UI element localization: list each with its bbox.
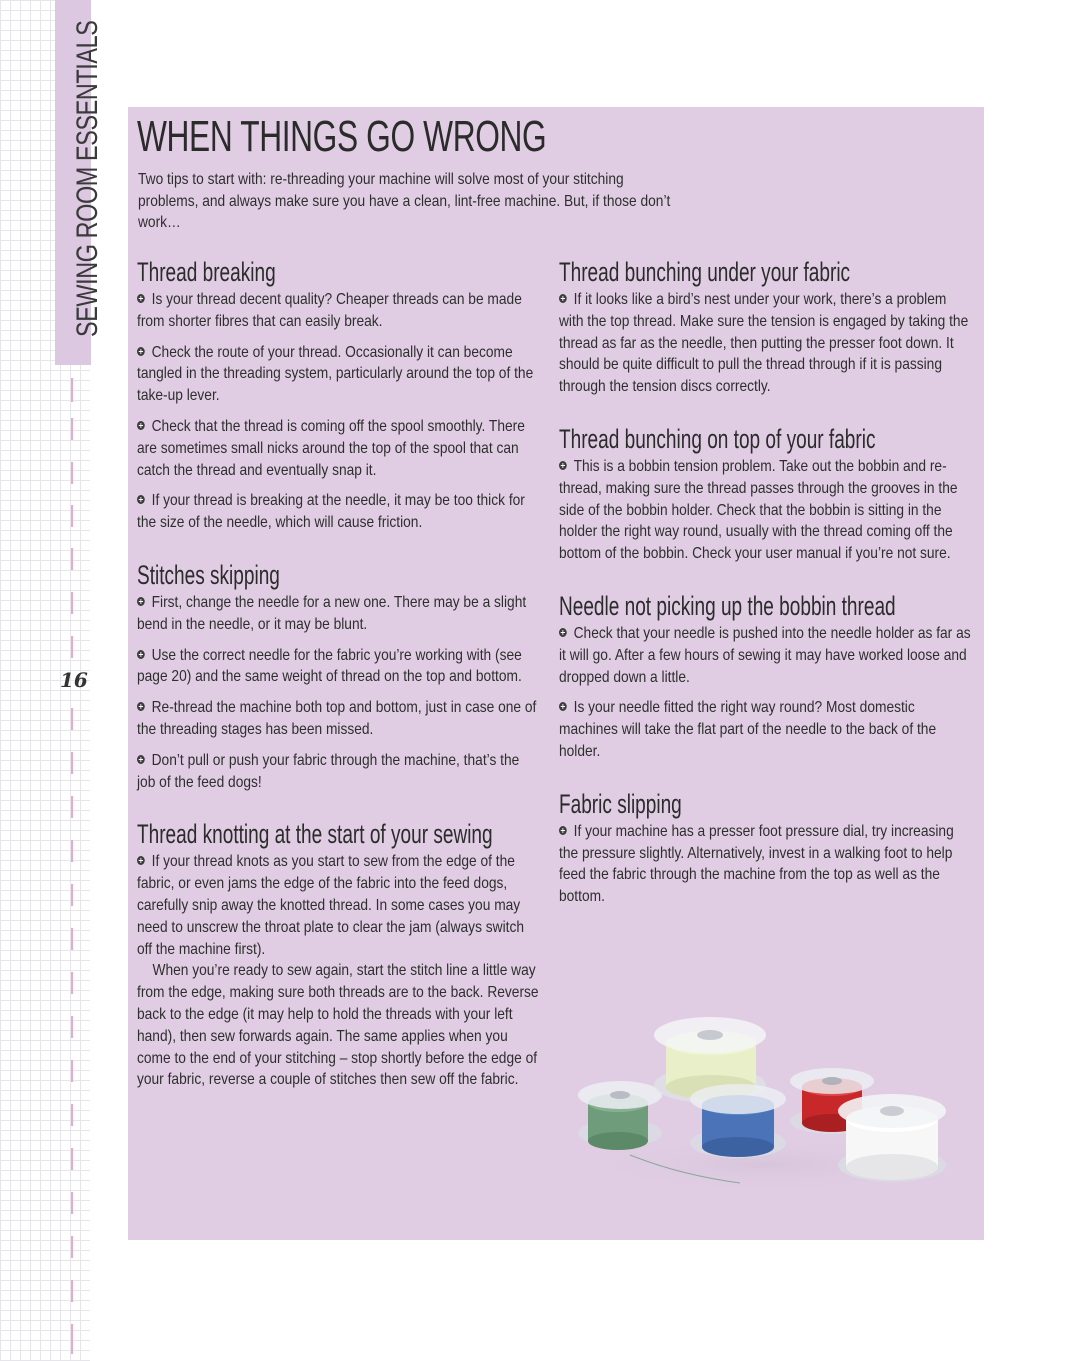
section-heading: Thread knotting at the start of your sewing	[137, 819, 493, 850]
plus-bullet-icon	[137, 347, 145, 356]
section-needle-bobbin	[559, 589, 972, 763]
plus-bullet-icon	[137, 702, 145, 711]
page-number: 16	[60, 668, 88, 692]
right-column	[559, 255, 1039, 917]
page-title: WHEN THINGS GO WRONG	[137, 112, 547, 161]
section-heading: Thread bunching under your fabric	[559, 257, 851, 287]
plus-bullet-icon	[137, 755, 145, 764]
margin-tick	[71, 505, 73, 527]
margin-tick	[71, 752, 73, 774]
margin-tick	[71, 1192, 73, 1214]
plus-bullet-icon	[137, 495, 145, 504]
margin-tick	[71, 840, 73, 862]
plus-bullet-icon	[559, 461, 567, 470]
section-heading: Fabric slipping	[559, 788, 682, 819]
tip-paragraph: If it looks like a bird’s nest under your work, there’s a problem with the top thread. Make sure the tension is engaged by taking the thread as far as the needle, then putting the presser foot down. It should be quite difficult to pull the thread through if it is passing through the tension discs correctly.	[559, 291, 969, 396]
tip-paragraph: Don’t pull or push your fabric through the machine, that’s the job of the feed dogs!	[137, 751, 520, 791]
plus-bullet-icon	[559, 826, 567, 835]
white-bobbin	[838, 1094, 946, 1182]
section-stitches-skipping	[137, 558, 541, 793]
margin-tick	[71, 378, 73, 402]
margin-tick	[71, 708, 73, 730]
tip-paragraph: This is a bobbin tension problem. Take out the bobbin and re-thread, making sure the thread passes through the grooves in the side of the bobbin holder. Check that the bobbin is sitting in the holder the right way round, usually with the thread coming off the bottom of the bobbin. Check your user manual if you’re not sure.	[559, 457, 958, 563]
tip-paragraph: Is your thread decent quality? Cheaper threads can be made from shorter fibres that can easily break.	[137, 291, 522, 330]
tip-paragraph: Check the route of your thread. Occasionally it can become tangled in the threading system, particularly around the top of the take-up lever.	[137, 343, 534, 405]
tip-paragraph: If your machine has a presser foot pressure dial, try increasing the pressure slightly. Alternatively, invest in a walking foot to help feed the fabric through the machine from the top as well as the bottom.	[559, 822, 954, 906]
blue-bobbin	[690, 1084, 786, 1158]
margin-tick	[71, 1016, 73, 1038]
plus-bullet-icon	[137, 597, 145, 606]
plus-bullet-icon	[137, 650, 145, 659]
tip-continuation: When you’re ready to sew again, start the stitch line a little way from the edge, making sure both threads are to the back. Reverse back to the edge (it may help to hold the threads with your left hand), then sew forwards again. The same applies when you come to the end of your stitching – stop shortly before the edge of your fabric, reverse a couple of stitches then sew off the fabric.	[137, 962, 539, 1089]
section-bunching-under	[559, 255, 972, 398]
margin-tick	[71, 1280, 73, 1302]
plus-bullet-icon	[137, 421, 145, 430]
margin-tick	[71, 1148, 73, 1170]
tip-paragraph: First, change the needle for a new one. There may be a slight bend in the needle, or it may be blunt.	[137, 593, 527, 633]
margin-tick	[71, 884, 73, 906]
tip-paragraph: If your thread knots as you start to sew from the edge of the fabric, or even jams the edge of the fabric into the feed dogs, carefully snip away the knotted thread. In some cases you may need to unscrew the throat plate to clear the jam (always switch off the machine first).	[137, 853, 524, 958]
section-bunching-top	[559, 422, 972, 565]
tip-paragraph: Check that the thread is coming off the spool smoothly. There are sometimes small nicks around the top of the spool that can catch the thread and eventually snap it.	[137, 417, 525, 479]
tip-paragraph: Re-thread the machine both top and bottom, just in case one of the threading stages has been missed.	[137, 699, 537, 738]
green-bobbin	[578, 1081, 662, 1150]
section-thread-breaking	[137, 255, 541, 534]
section-tab-label: SEWING ROOM ESSENTIALS	[71, 20, 104, 338]
margin-tick	[71, 636, 73, 658]
margin-tick	[71, 1236, 73, 1258]
plus-bullet-icon	[559, 628, 567, 637]
margin-tick	[71, 418, 73, 440]
bobbins-illustration	[570, 1015, 960, 1195]
margin-tick	[71, 462, 73, 484]
margin-tick	[71, 972, 73, 994]
tip-paragraph: Use the correct needle for the fabric you’re working with (see page 20) and the same weight of thread on the top and bottom.	[137, 646, 522, 686]
margin-tick	[71, 548, 73, 570]
section-fabric-slipping	[559, 787, 972, 908]
tip-paragraph: If your thread is breaking at the needle, it may be too thick for the size of the needle, which will cause friction.	[137, 492, 525, 532]
plus-bullet-icon	[137, 294, 145, 303]
section-heading: Needle not picking up the bobbin thread	[559, 590, 896, 621]
section-heading: Stitches skipping	[137, 559, 280, 590]
margin-tick	[71, 928, 73, 950]
intro-text: Two tips to start with: re-threading your machine will solve most of your stitching problems, and always make sure you have a clean, lint-free machine. But, if those don’t work…	[138, 171, 671, 231]
plus-bullet-icon	[137, 856, 145, 865]
left-column	[137, 255, 607, 1100]
margin-tick	[71, 796, 73, 818]
section-thread-knotting	[137, 817, 541, 1091]
margin-tick	[71, 1324, 73, 1354]
plus-bullet-icon	[559, 702, 567, 711]
tip-paragraph: Check that your needle is pushed into the needle holder as far as it will go. After a few hours of sewing it may have worked loose and dropped down a little.	[559, 624, 971, 686]
section-heading: Thread breaking	[137, 257, 276, 287]
tip-paragraph: Is your needle fitted the right way round? Most domestic machines will take the flat part of the needle to the back of the holder.	[559, 699, 937, 760]
section-heading: Thread bunching on top of your fabric	[559, 423, 876, 454]
plus-bullet-icon	[559, 294, 567, 303]
margin-tick	[71, 1060, 73, 1082]
margin-tick	[71, 1104, 73, 1126]
margin-tick	[71, 592, 73, 614]
